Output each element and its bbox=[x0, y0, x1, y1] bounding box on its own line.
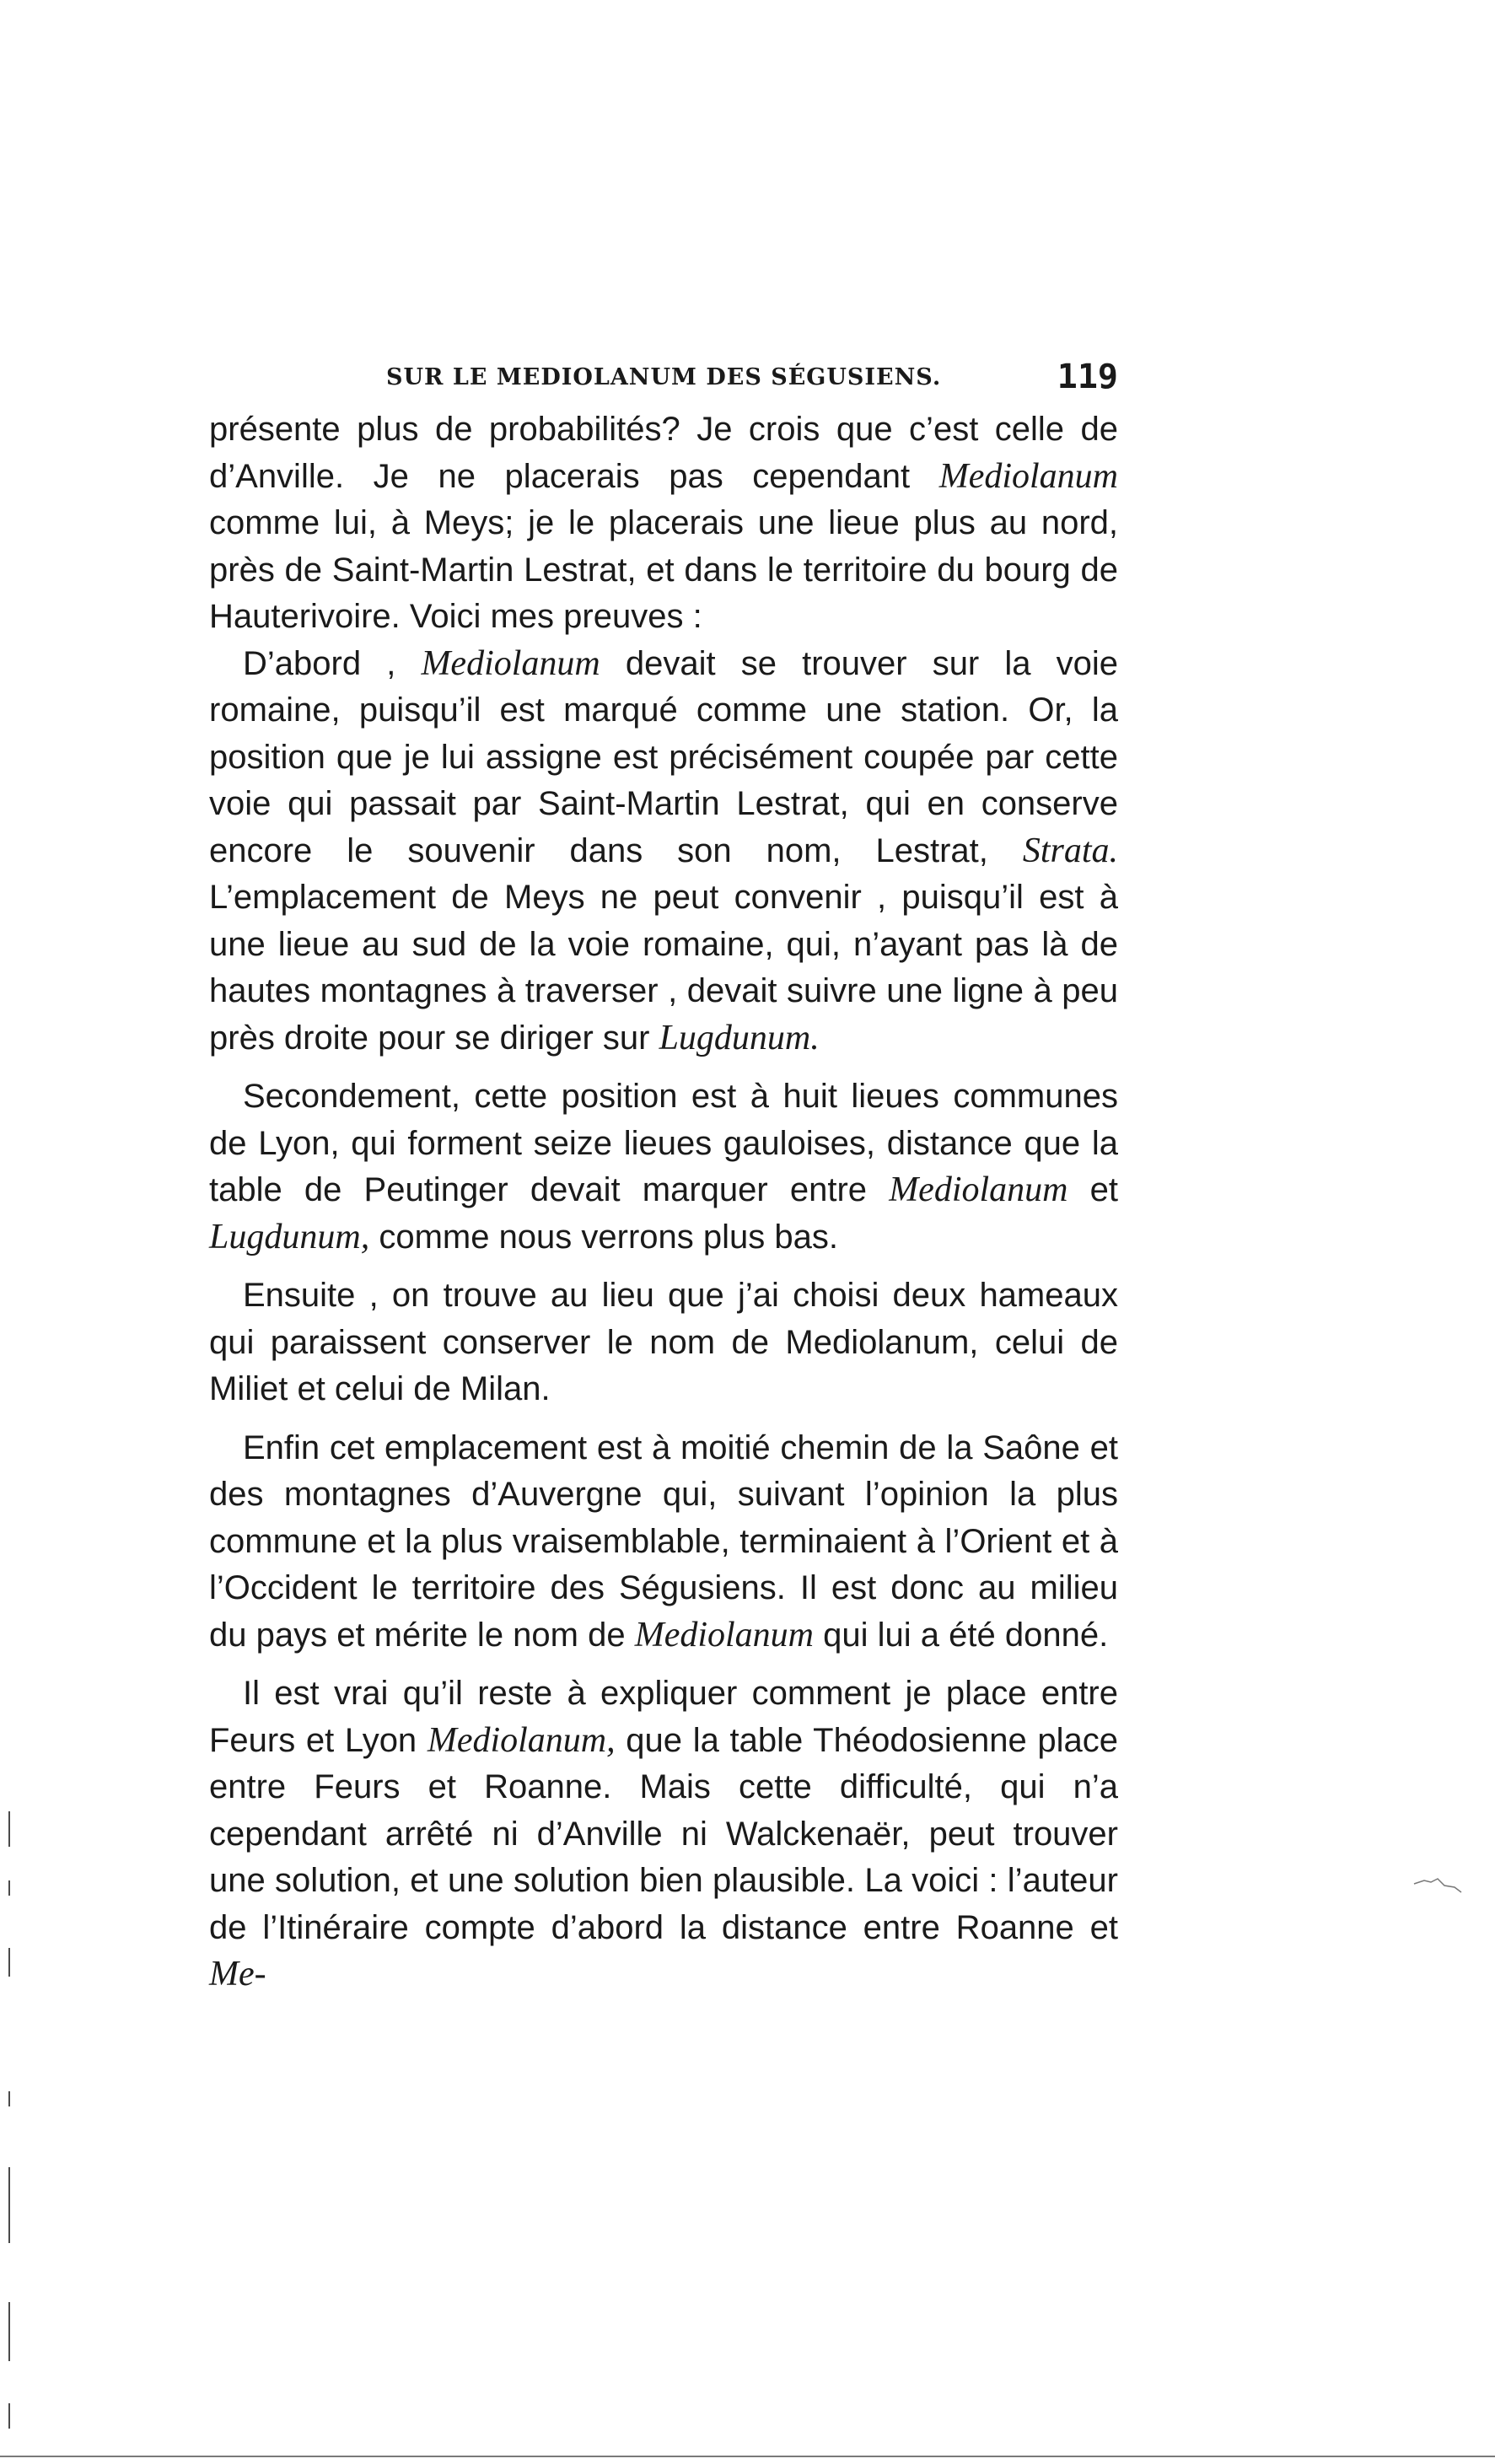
text-run: devait se trouver sur la voie romaine, puisqu’il est marqué comme une station. Or, la position que je lui assigne est précisément coupée par cette voie qui passait par Saint-Martin Lestrat, qui en conserve encore le souvenir dans son nom, Lestrat, bbox=[209, 644, 1119, 869]
text-run: présente plus de probabilités? Je crois que c’est celle de d’Anville. Je ne placerais pas cependant bbox=[209, 411, 1118, 495]
italic-term: Lugdunum. bbox=[659, 1018, 820, 1057]
italic-term: Lugdunum, bbox=[209, 1217, 370, 1256]
body-text bbox=[209, 406, 1118, 1999]
paragraph bbox=[209, 1425, 1118, 1660]
paragraph bbox=[209, 1073, 1118, 1261]
scan-artifact-mark bbox=[8, 2167, 10, 2243]
italic-term: Mediolanum bbox=[634, 1615, 815, 1654]
text-run: comme nous verrons plus bas. bbox=[369, 1218, 839, 1256]
text-run: L’emplacement de Meys ne peut convenir , puisqu’il est à une lieue au sud de la voie romaine, qui, n’ayant pas là de hautes montagnes à traverser , devait suivre une ligne à peu près droite pour se diriger sur bbox=[209, 879, 1118, 1057]
page-header bbox=[209, 352, 1118, 403]
text-run: Ensuite , on trouve au lieu que j’ai choisi deux hameaux qui paraissent conserver le nom de Mediolanum, celui de Miliet et celui de Milan. bbox=[209, 1277, 1118, 1407]
running-head: SUR LE MEDIOLANUM DES SÉGUSIENS. bbox=[386, 364, 942, 390]
scan-artifact-mark bbox=[8, 1811, 10, 1847]
text-run: qui lui a été donné. bbox=[814, 1616, 1109, 1654]
scan-bottom-edge bbox=[0, 2456, 1495, 2457]
text-run: et bbox=[1067, 1171, 1118, 1208]
paragraph bbox=[209, 641, 1118, 1063]
page-number: 119 bbox=[1057, 358, 1118, 396]
text-run: Enfin cet emplacement est à moitié chemin de la Saône et des montagnes d’Auvergne qui, suivant l’opinion la plus commune et la plus vraisemblable, terminaient à l’Orient et à l’Occident le territoire des Ségusiens. Il est donc au milieu du pays et mérite le nom de bbox=[209, 1428, 1118, 1654]
scan-artifact-mark bbox=[8, 2403, 10, 2429]
text-run: que la table Théodosienne place entre Feurs et Roanne. Mais cette difficulté, qui n’a cependant arrêté ni d’Anville ni Walckenaër, peut trouver une solution, et une solution bien plausible. La voici : l’auteur de l’Itinéraire compte d’abord la distance entre Roanne et bbox=[209, 1721, 1118, 1946]
italic-term: Mediolanum bbox=[938, 456, 1118, 496]
text-run: D’abord , bbox=[243, 644, 422, 682]
paragraph bbox=[209, 1272, 1118, 1413]
text-run: Secondement, cette position est à huit lieues communes de Lyon, qui forment seize lieues gauloises, distance que la table de Peutinger devait marquer entre bbox=[209, 1078, 1118, 1208]
italic-term: Mediolanum, bbox=[427, 1720, 616, 1760]
italic-term: Mediolanum bbox=[421, 643, 600, 683]
scan-artifact-mark bbox=[8, 2302, 10, 2361]
scan-artifact-mark bbox=[8, 2091, 10, 2106]
scan-artifact-mark bbox=[8, 1948, 10, 1977]
italic-term: Strata. bbox=[1022, 831, 1118, 870]
text-run: Il est vrai qu’il reste à expliquer comment je place entre Feurs et Lyon bbox=[209, 1675, 1118, 1759]
paragraph bbox=[209, 1670, 1118, 1999]
paragraph bbox=[209, 406, 1118, 641]
stray-ink-mark bbox=[1412, 1872, 1463, 1897]
scan-artifact-mark bbox=[8, 1880, 10, 1896]
text-run: comme lui, à Meys; je le placerais une lieue plus au nord, près de Saint-Martin Lestrat, et dans le territoire du bourg de Hauterivoire. Voici mes preuves : bbox=[209, 504, 1118, 635]
italic-term: Mediolanum bbox=[889, 1170, 1068, 1209]
italic-term: Me- bbox=[209, 1955, 266, 1993]
